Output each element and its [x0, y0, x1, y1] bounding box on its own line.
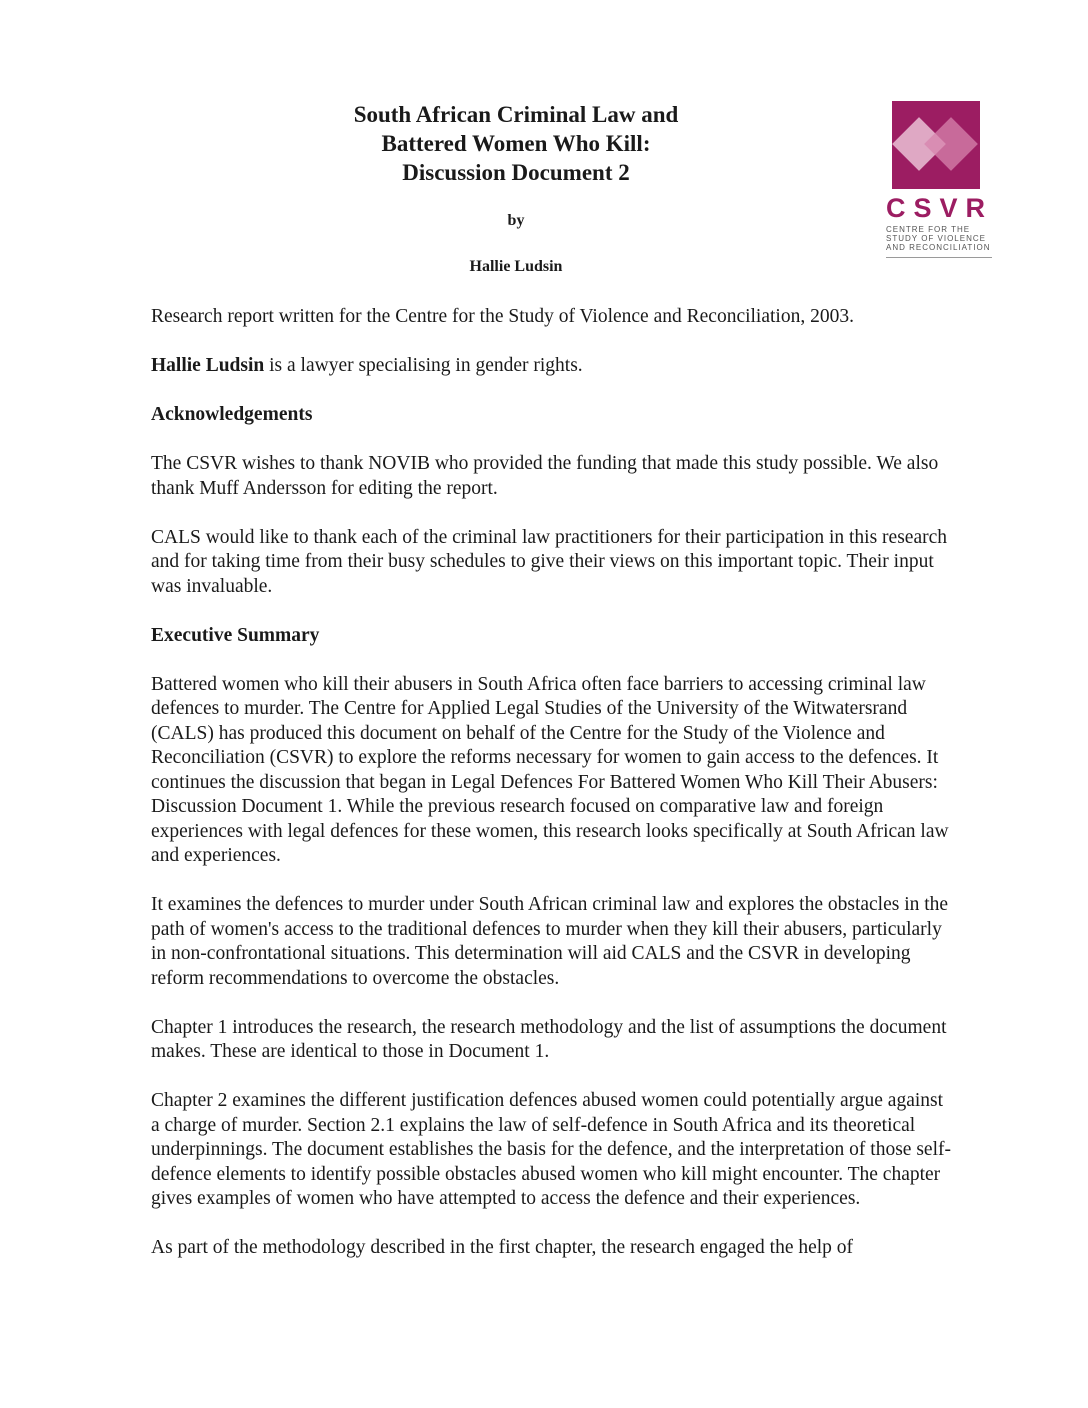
acknowledgements-paragraph-1: The CSVR wishes to thank NOVIB who provided the funding that made this study possible. We also thank Muff Andersson for editing the report.	[151, 453, 939, 499]
logo-diamond-right	[924, 117, 978, 171]
byline-by: by	[507, 212, 525, 229]
executive-summary-heading: Executive Summary	[151, 624, 320, 646]
logo-subtitle-line-2: STUDY OF VIOLENCE	[886, 234, 986, 243]
byline-author: Hallie Ludsin	[469, 258, 563, 275]
acknowledgements-paragraph-2: CALS would like to thank each of the criminal law practitioners for their participation in this research and for taking time from their busy schedules to give their views on this important topic. Their input was invaluable.	[151, 526, 948, 597]
executive-summary-paragraph-4: Chapter 2 examines the different justification defences abused women could potentially argue against a charge of murder. Section 2.1 explains the law of self-defence in South Africa and its theoretical underpinnings. The document establishes the basis for the defence, and the interpretation of those self-defence elements to identify possible obstacles abused women who kill might encounter. The chapter gives examples of women who have attempted to access the defence and their experiences.	[151, 1090, 951, 1209]
author-note	[151, 354, 951, 379]
title-block	[300, 100, 732, 277]
csvr-logo	[886, 101, 992, 261]
acknowledgements-heading: Acknowledgements	[151, 404, 313, 425]
executive-summary-paragraph-3: Chapter 1 introduces the research, the research methodology and the list of assumptions the document makes. These are identical to those in Document 1.	[151, 1016, 947, 1062]
executive-summary-paragraph-5: As part of the methodology described in the first chapter, the research engaged the help of	[151, 1237, 854, 1258]
title-line-2: Battered Women Who Kill:	[381, 131, 651, 156]
logo-subtitle	[886, 225, 992, 252]
logo-subtitle-line-3: AND RECONCILIATION	[886, 243, 991, 252]
title-line-3: Discussion Document 2	[402, 160, 630, 185]
executive-summary-paragraph-2: It examines the defences to murder under South African criminal law and explores the obstacles in the path of women's access to the traditional defences to murder when they kill their abusers, particularly in non-confrontational situations. This determination will aid CALS and the CSVR in developing reform recommendations to overcome the obstacles.	[151, 894, 949, 989]
logo-acronym: CSVR	[886, 193, 994, 223]
logo-rule	[886, 257, 992, 258]
title-line-1: South African Criminal Law and	[353, 102, 679, 127]
logo-subtitle-line-1: CENTRE FOR THE	[886, 225, 971, 234]
author-note-name: Hallie Ludsin	[151, 355, 265, 376]
logo-emblem	[892, 101, 980, 189]
executive-summary-paragraph-1: Battered women who kill their abusers in South Africa often face barriers to accessing criminal law defences to murder. The Centre for Applied Legal Studies of the University of the Witwatersrand (CALS) has produced this document on behalf of the Centre for the Study of the Violence and Reconciliation (CSVR) to explore the reforms necessary for women to gain access to the defences. It continues the discussion that began in Legal Defences For Battered Women Who Kill Their Abusers: Discussion Document 1. While the previous research focused on comparative law and foreign experiences with legal defences for these women, this research looks specifically at South African law and experiences.	[151, 673, 949, 866]
author-note-rest: is a lawyer specialising in gender rights.	[264, 355, 583, 376]
body-text	[151, 305, 951, 1285]
intro-paragraph: Research report written for the Centre for the Study of Violence and Reconciliation, 2003.	[151, 306, 854, 327]
